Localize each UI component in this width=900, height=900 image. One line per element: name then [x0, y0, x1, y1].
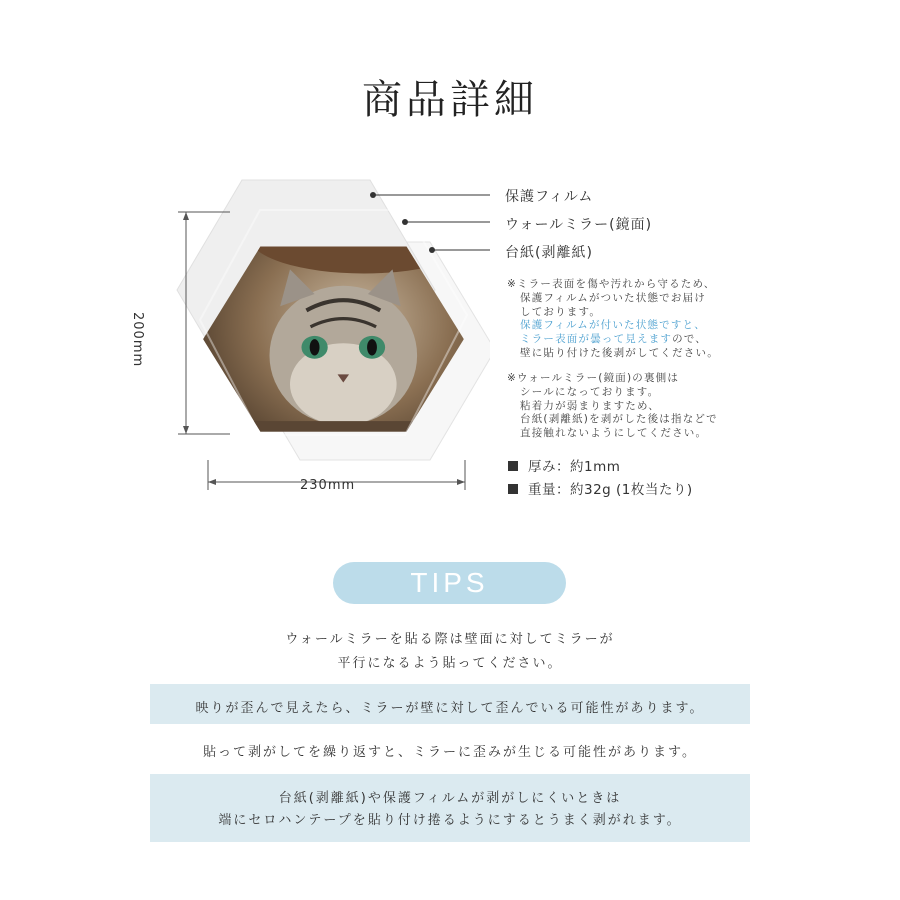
note-protective-film: ※ミラー表面を傷や汚れから守るため、 保護フィルムがついた状態でお届け しております。 保護フィルムが付いた状態ですと、 ミラー表面が曇って見えますので、 壁に貼り付けた後剥がしてください。: [507, 278, 719, 359]
tip-repeat-warning: 貼って剥がしてを繰り返すと、ミラーに歪みが生じる可能性があります。: [203, 745, 697, 760]
tip-peeling-line-2: 端にセロハンテープを貼り付け捲るようにするとうまく剥がれます。: [218, 813, 682, 828]
tip-distortion: 映りが歪んで見えたら、ミラーが壁に対して歪んでいる可能性があります。: [195, 701, 705, 716]
height-label: 200mm: [130, 312, 145, 368]
page-title: 商品詳細: [362, 77, 538, 123]
callout-protective-film: 保護フィルム: [505, 189, 594, 205]
tip-peeling-line-1: 台紙(剥離紙)や保護フィルムが剥がしにくいときは: [278, 791, 622, 806]
note-adhesive: ※ウォールミラー(鏡面)の裏側は シールになっております。 粘着力が弱まりますため、 台紙(剥離紙)を剥がした後は指などで 直接触れないようにしてください。: [507, 372, 718, 440]
square-bullet-icon: [508, 484, 518, 494]
callout-wall-mirror: ウォールミラー(鏡面): [505, 217, 653, 233]
tip-intro-line-2: 平行になるよう貼ってください。: [337, 656, 563, 671]
spec-thickness: 厚み：約1mm: [508, 455, 620, 475]
tip-intro-line-1: ウォールミラーを貼る際は壁面に対してミラーが: [285, 632, 615, 647]
tip-band-2: [150, 774, 750, 842]
spec-weight: 重量：約32g (1枚当たり): [508, 478, 693, 498]
width-label: 230mm: [300, 478, 356, 493]
square-bullet-icon: [508, 461, 518, 471]
callout-backing-paper: 台紙(剥離紙): [505, 245, 593, 261]
tips-badge: TIPS: [333, 562, 566, 604]
product-diagram: [160, 170, 490, 500]
